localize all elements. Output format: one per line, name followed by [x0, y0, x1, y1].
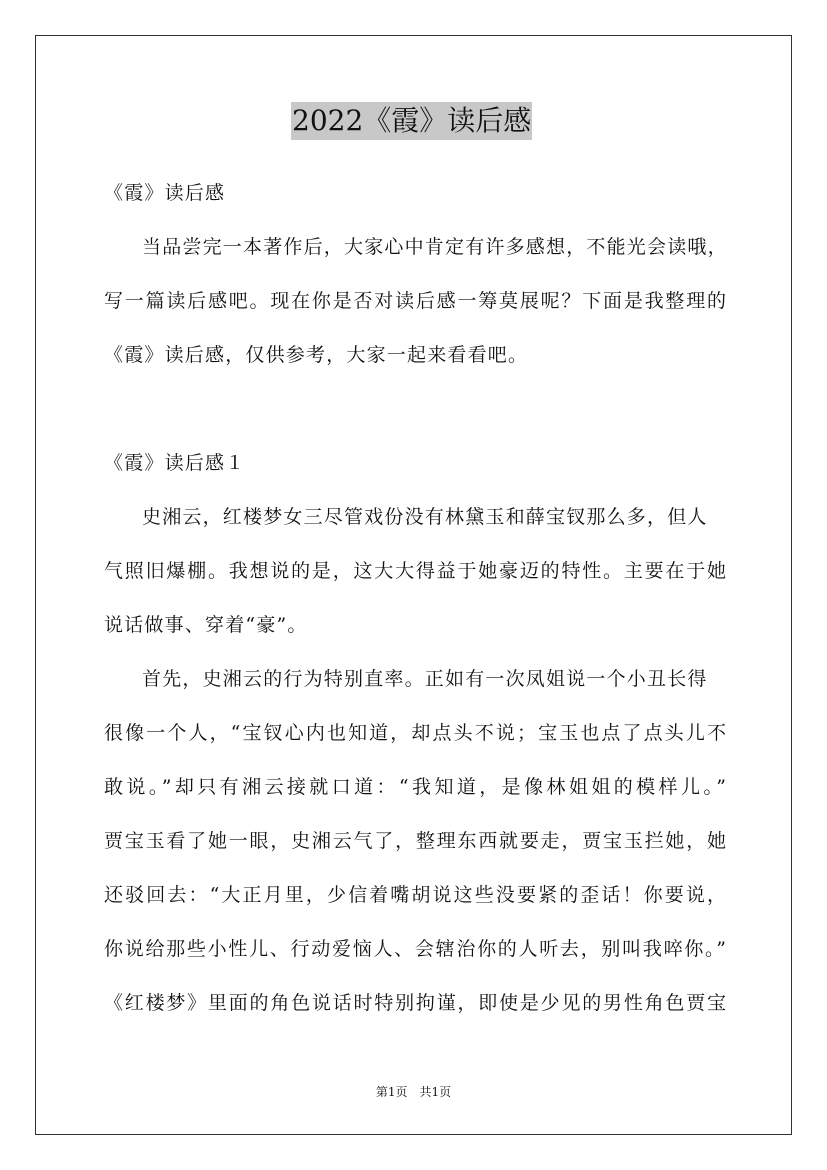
paragraph-line: 《红楼梦》里面的角色说话时特别拘谨，即使是少见的男性角色贾宝	[104, 992, 726, 1014]
document-subtitle: 《霞》读后感	[104, 182, 226, 204]
intro-line: 写一篇读后感吧。现在你是否对读后感一筹莫展呢？下面是我整理的	[104, 290, 726, 312]
paragraph-line: 还驳回去：“大正月里，少信着嘴胡说这些没要紧的歪话！你要说，	[104, 884, 726, 906]
paragraph-line: 首先，史湘云的行为特别直率。正如有一次凤姐说一个小丑长得	[142, 668, 708, 690]
intro-line: 当品尝完一本著作后，大家心中肯定有许多感想，不能光会读哦，	[142, 236, 728, 258]
section-heading: 《霞》读后感１	[104, 452, 246, 474]
paragraph-line: 很像一个人，“宝钗心内也知道，却点头不说；宝玉也点了点头儿不	[104, 722, 726, 744]
document-title: 2022《霞》读后感	[291, 102, 532, 140]
paragraph-line: 史湘云，红楼梦女三尽管戏份没有林黛玉和薛宝钗那么多，但人	[142, 506, 708, 528]
paragraph-line: 说话做事、穿着“豪”。	[104, 614, 308, 636]
page-number-footer: 第1页 共1页	[375, 1085, 452, 1099]
paragraph-line: 敢说。”却只有湘云接就口道：“我知道，是像林姐姐的模样儿。”	[104, 776, 726, 798]
intro-line: 《霞》读后感，仅供参考，大家一起来看看吧。	[104, 344, 529, 366]
paragraph-line: 气照旧爆棚。我想说的是，这大大得益于她豪迈的特性。主要在于她	[104, 560, 726, 582]
paragraph-line: 你说给那些小性儿、行动爱恼人、会辖治你的人听去，别叫我啐你。”	[104, 938, 726, 960]
paragraph-line: 贾宝玉看了她一眼，史湘云气了，整理东西就要走，贾宝玉拦她，她	[104, 830, 726, 852]
